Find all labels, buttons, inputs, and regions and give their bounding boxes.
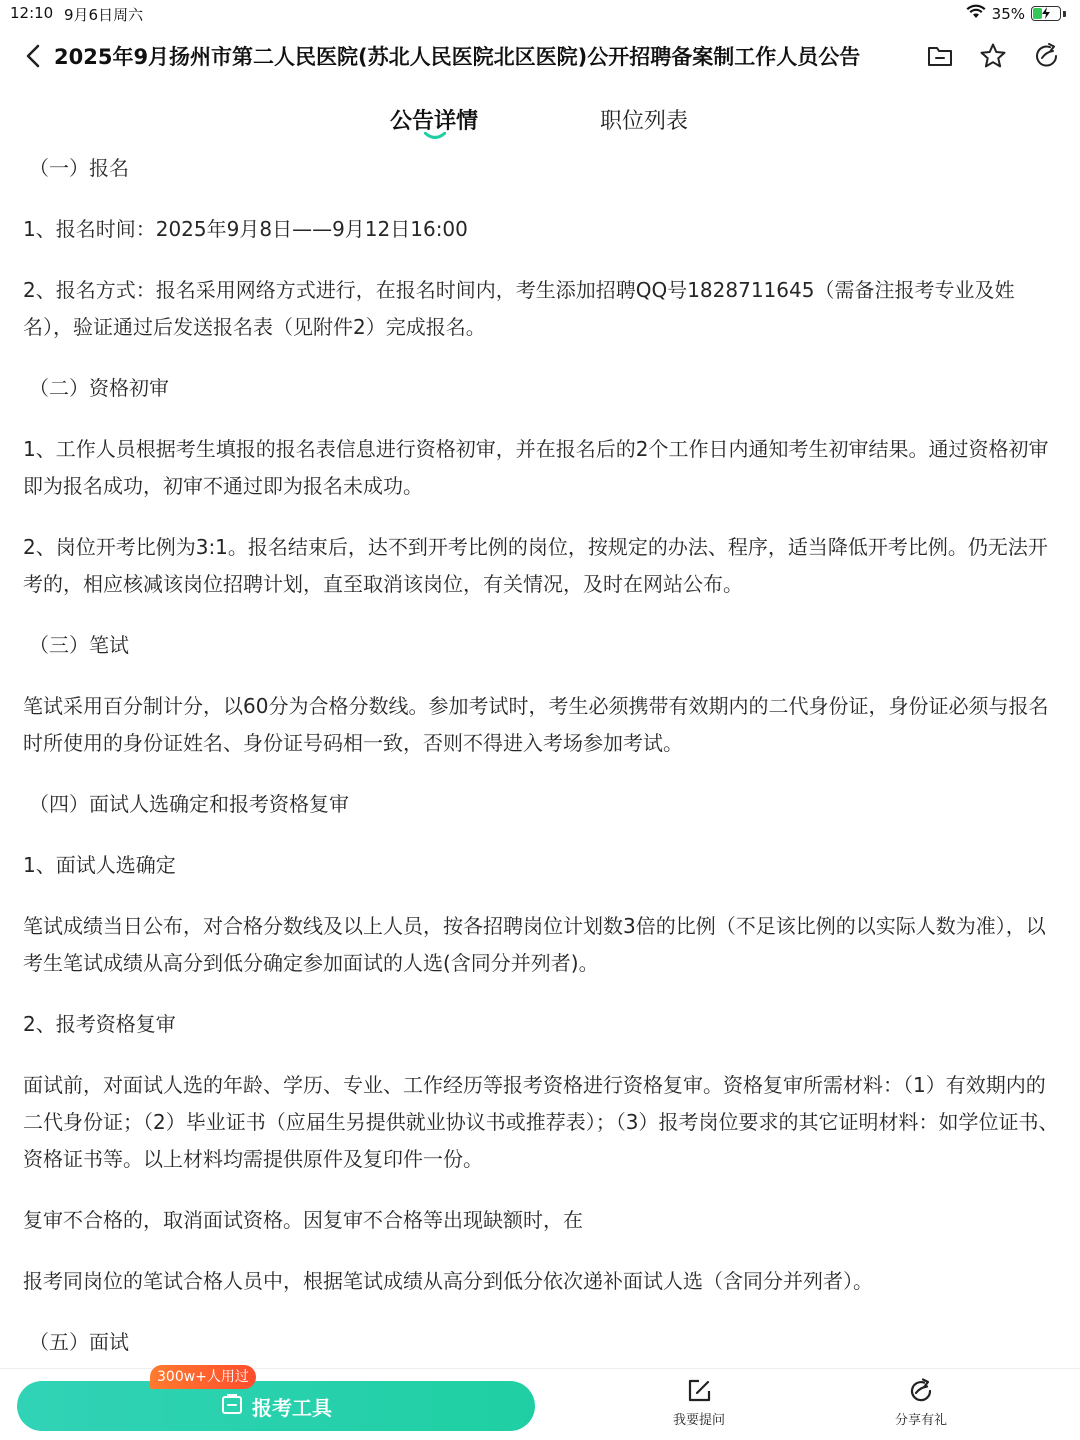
announcement-content [23, 150, 1063, 1385]
save-folder-icon[interactable] [925, 41, 955, 71]
bottom-action-bar [0, 1368, 1080, 1440]
exam-tools-button[interactable] [17, 1381, 535, 1431]
paragraph: 2、岗位开考比例为3:1。报名结束后，达不到开考比例的岗位，按规定的办法、程序，适当降低开考比例。仍无法开考的，相应核减该岗位招聘计划，直至取消该岗位，有关情况，及时在网站公布。 [23, 535, 1048, 596]
share-gift-label: 分享有礼 [894, 1413, 947, 1428]
paragraph: 复审不合格的，取消面试资格。因复审不合格等出现缺额时，在 [23, 1208, 583, 1232]
section-heading-preliminary-review: （二）资格初审 [29, 376, 169, 400]
ask-question-button[interactable] [654, 1377, 744, 1428]
paragraph: 1、工作人员根据考生填报的报名表信息进行资格初审，并在报名后的2个工作日内通知考生初审结果。通过资格初审即为报名成功，初审不通过即为报名未成功。 [23, 437, 1049, 498]
section-heading-written-exam: （三）笔试 [29, 633, 129, 657]
paragraph: 1、报名时间：2025年9月8日——9月12日16:00 [23, 217, 468, 241]
paragraph: 面试前，对面试人选的年龄、学历、专业、工作经历等报考资格进行资格复审。资格复审所需材料：（1）有效期内的二代身份证；（2）毕业证书（应届生另提供就业协议书或推荐表）；（3）报考岗位要求的其它证明材料：如学位证书、资格证书等。以上材料均需提供原件及复印件一份。 [23, 1073, 1059, 1171]
section-heading-registration: （一）报名 [29, 156, 129, 180]
section-heading-interview-selection: （四）面试人选确定和报考资格复审 [29, 792, 349, 816]
back-icon[interactable] [20, 42, 48, 70]
header [0, 36, 1080, 80]
tab-bar [0, 100, 1080, 144]
paragraph: 笔试采用百分制计分，以60分为合格分数线。参加考试时，考生必须携带有效期内的二代身份证，身份证必须与报名时所使用的身份证姓名、身份证号码相一致，否则不得进入考场参加考试。 [23, 694, 1049, 755]
status-time: 12:10 [10, 4, 54, 22]
paragraph: 1、面试人选确定 [23, 853, 176, 877]
tab-announcement-details[interactable]: 公告详情 [390, 109, 479, 134]
battery-icon [1031, 6, 1061, 21]
battery-cap [1063, 11, 1066, 17]
toolbox-icon [220, 1392, 244, 1421]
share-gift-button[interactable] [876, 1377, 966, 1428]
ask-question-label: 我要提问 [672, 1413, 725, 1428]
section-heading-interview: （五）面试 [29, 1330, 129, 1354]
status-indicators [966, 4, 1066, 23]
tab-active-indicator [424, 132, 446, 140]
status-date: 9月6日周六 [64, 6, 144, 24]
share-icon[interactable] [1032, 41, 1062, 71]
tab-position-list[interactable]: 职位列表 [600, 109, 689, 134]
paragraph: 2、报考资格复审 [23, 1012, 176, 1036]
exam-tools-label: 报考工具 [252, 1395, 332, 1420]
battery-percent: 35% [991, 4, 1025, 23]
usage-badge: 300w+人用过 [150, 1365, 256, 1389]
paragraph: 笔试成绩当日公布，对合格分数线及以上人员，按各招聘岗位计划数3倍的比例（不足该比例的以实际人数为准），以考生笔试成绩从高分到低分确定参加面试的人选(含同分并列者)。 [23, 914, 1046, 975]
status-bar [0, 0, 1080, 28]
page-title: 2025年9月扬州市第二人民医院(苏北人民医院北区医院)公开招聘备案制工作人员公告 [54, 45, 861, 69]
star-icon[interactable] [978, 41, 1008, 71]
paragraph: 2、报名方式：报名采用网络方式进行，在报名时间内，考生添加招聘QQ号1828711645（需备注报考专业及姓名），验证通过后发送报名表（见附件2）完成报名。 [23, 278, 1015, 339]
share-icon [907, 1377, 935, 1405]
edit-icon [685, 1377, 713, 1405]
wifi-icon [966, 4, 986, 23]
paragraph: 报考同岗位的笔试合格人员中，根据笔试成绩从高分到低分依次递补面试人选（含同分并列者）。 [23, 1269, 873, 1293]
